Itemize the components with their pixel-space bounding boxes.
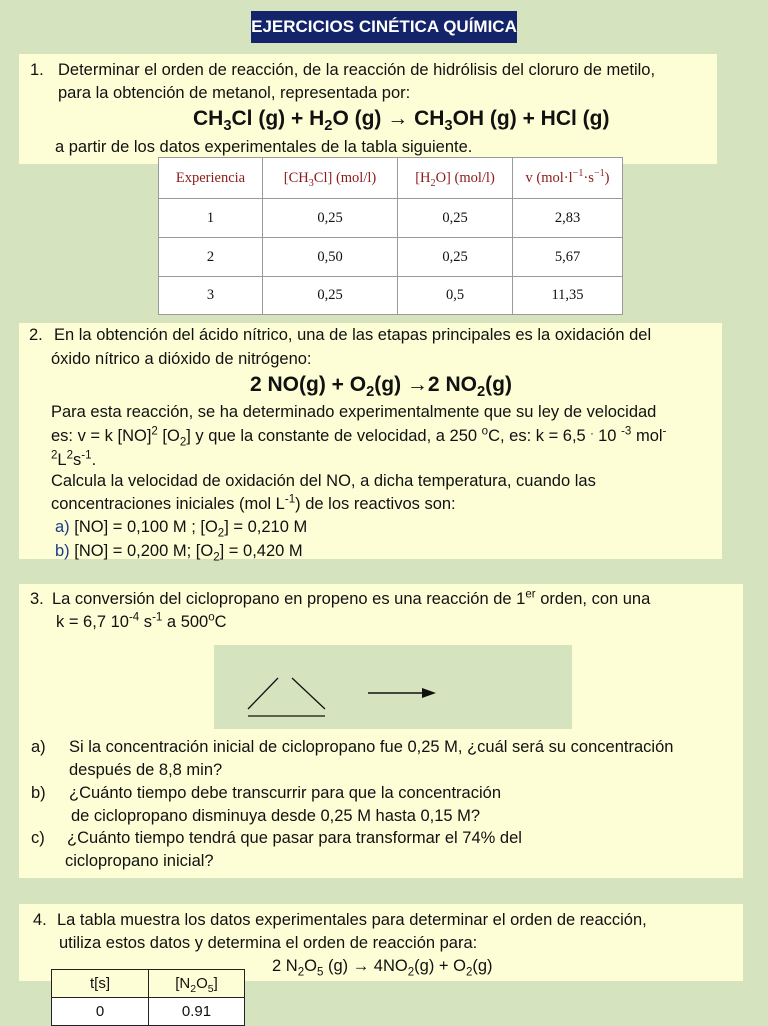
- exercise-2-rate-law: es: v = k [NO]$^2$ $[O_2]$ y que la constante de velocidad, a 250 $^o$C, es: k = 6,5 . 10 $^{-3}$ mol-: [51, 425, 667, 449]
- exercise-1-text-line3: a partir de los datos experimentales de la tabla siguiente.: [55, 138, 473, 156]
- exercise-3-item-b-line1: ¿Cuánto tiempo debe transcurrir para que la concentración: [69, 784, 501, 802]
- cyclopropane-structure-icon: [214, 645, 572, 729]
- table-header-ch3cl: $[CH_3Cl]$ (mol/l): [263, 158, 398, 199]
- exercise-3-item-c-label: c): [31, 829, 45, 847]
- exercise-2-text-line3: Para esta reacción, se ha determinado experimentalmente que su ley de velocidad: [51, 403, 657, 421]
- exercise-3-item-c-line1: ¿Cuánto tiempo tendrá que pasar para transformar el 74% del: [67, 829, 522, 847]
- table-header-experiencia: Experiencia: [159, 158, 263, 199]
- exercise-2-item-b: b) [NO] = 0,200 M; $[O_2] = 0,420$ M: [55, 542, 303, 564]
- table-header-velocity: v $(mol\cdot l^{-1}\cdot s^{-1})$: [513, 158, 623, 199]
- exercise-2-equation: 2 $NO(g) + O_2(g) \to 2$ $NO_2(g)$: [250, 373, 512, 401]
- table-cell: 0,50: [263, 238, 398, 277]
- exercise-2-item-a: a) [NO] = 0,100 M ; $[O_2] = 0,210$ M: [55, 518, 308, 540]
- exercise-2-text-line1: En la obtención del ácido nítrico, una de las etapas principales es la oxidación del: [54, 326, 652, 344]
- table-cell: 0,25: [398, 199, 513, 238]
- exercise-3-text-line1: La conversión del ciclopropano en propeno es una reacción de 1er orden, con una: [52, 588, 651, 608]
- table-header-n2o5: $[N_2O_5]$: [149, 970, 245, 998]
- table-cell: 0,25: [263, 199, 398, 238]
- exercise-3-item-b-label: b): [31, 784, 46, 802]
- table-cell: 0.91: [149, 998, 245, 1026]
- exercise-1-equation: $CH_3Cl$ $(g) + H_2O$ $(g) \to CH_3OH$ (g) + HCl (g): [193, 107, 610, 135]
- page-title: EJERCICIOS CINÉTICA QUÍMICA: [251, 11, 517, 43]
- exercise-3-text-line2: k = 6,7 $10^{-4}$ $s^{-1}$ a 500$^o$C: [56, 611, 227, 631]
- table-cell: 3: [159, 277, 263, 315]
- exercise-3-item-a-line1: Si la concentración inicial de ciclopropano fue 0,25 M, ¿cuál será su concentración: [69, 738, 674, 756]
- exercise-4-text-line2: utiliza estos datos y determina el orden de reacción para:: [59, 934, 478, 952]
- table-cell: 0: [52, 998, 149, 1026]
- table-cell: 5,67: [513, 238, 623, 277]
- exercise-1-data-table: [158, 157, 623, 315]
- table-cell: 0,25: [398, 238, 513, 277]
- cyclopropane-reaction-diagram: [214, 645, 572, 729]
- exercise-1-number: 1.: [30, 61, 44, 79]
- exercise-4-data-table: [51, 969, 245, 1026]
- table-cell: 0,5: [398, 277, 513, 315]
- exercise-1-text-line2: para la obtención de metanol, representada por:: [58, 84, 411, 102]
- exercise-3-item-a-label: a): [31, 738, 46, 756]
- table-row: [52, 998, 245, 1026]
- exercise-3-item-b-line2: de ciclopropano disminuya desde 0,25 M hasta 0,15 M?: [71, 807, 481, 825]
- exercise-4-text-line1: La tabla muestra los datos experimentales para determinar el orden de reacción,: [57, 911, 647, 929]
- exercise-4-equation: 2 $N_2O_5$ $(g) \to 4NO_2(g) + O_2(g)$: [272, 957, 493, 979]
- exercise-3-item-c-line2: ciclopropano inicial?: [65, 852, 214, 870]
- table-row: [159, 238, 623, 277]
- table-cell: 11,35: [513, 277, 623, 315]
- exercise-2-rate-units: $^2L^2s^{-1}$.: [51, 449, 97, 469]
- table-cell: 0,25: [263, 277, 398, 315]
- exercise-3-number: 3.: [30, 590, 44, 608]
- table-cell: 2,83: [513, 199, 623, 238]
- exercise-4-number: 4.: [33, 911, 47, 929]
- exercise-2-number: 2.: [29, 326, 43, 344]
- table-row: [159, 199, 623, 238]
- exercise-2-text-line5: Calcula la velocidad de oxidación del NO, a dicha temperatura, cuando las: [51, 472, 596, 490]
- table-header-row: [52, 970, 245, 998]
- table-cell: 1: [159, 199, 263, 238]
- exercise-1-text-line1: Determinar el orden de reacción, de la reacción de hidrólisis del cloruro de metilo,: [58, 61, 656, 79]
- table-header-h2o: $[H_2O]$ (mol/l): [398, 158, 513, 199]
- exercise-2-text-line6: concentraciones iniciales (mol $L^{-1}$) de los reactivos son:: [51, 493, 456, 513]
- table-header-time: t[s]: [52, 970, 149, 998]
- table-cell: 2: [159, 238, 263, 277]
- exercise-3-item-a-line2: después de 8,8 min?: [69, 761, 223, 779]
- exercise-2-text-line2: óxido nítrico a dióxido de nitrógeno:: [51, 350, 312, 368]
- table-row: [159, 277, 623, 315]
